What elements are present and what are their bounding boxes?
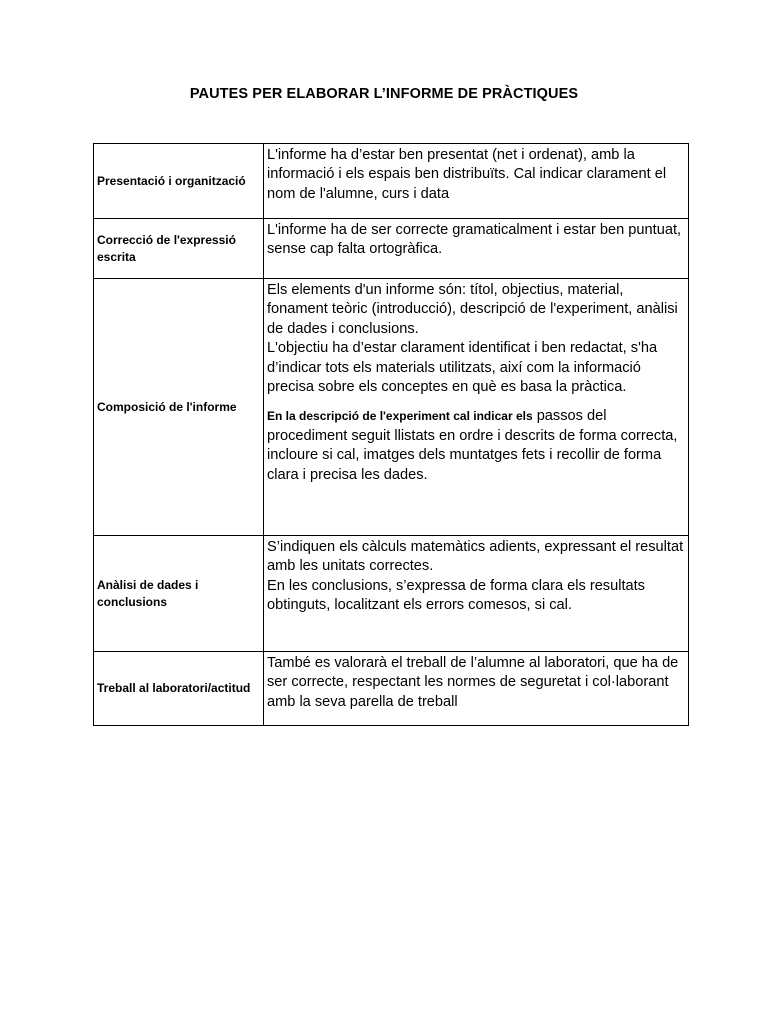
criterion-cell: Composició de l'informe (94, 279, 264, 536)
description-text: L'informe ha d’estar ben presentat (net i ordenat), amb la informació i els espais ben distribuïts. Cal indicar clarament el nom de l'alumne, curs i data (267, 147, 667, 202)
description-paragraph (267, 407, 685, 485)
description-paragraph: En les conclusions, s’expressa de forma clara els resultats obtinguts, localitzant els errors comesos, si cal. (267, 577, 645, 614)
criterion-cell: Anàlisi de dades i conclusions (94, 536, 264, 652)
description-cell (264, 652, 689, 726)
description-cell (264, 144, 689, 219)
description-cell (264, 536, 689, 652)
description-paragraph: L'objectiu ha d’estar clarament identificat i ben redactat, s'ha d’indicar tots els materials utilitzats, així com la informació precisa sobre els conceptes en què es basa la pràctica. (267, 340, 658, 396)
description-paragraph: Els elements d'un informe són: títol, objectius, material, fonament teòric (introducció), descripció de l'experiment, anàlisi de dades i conclusions. (267, 282, 678, 337)
description-paragraph: S’indiquen els càlculs matemàtics adients, expressant el resultat amb les unitats correctes. (267, 539, 684, 575)
bold-lead-text: En la descripció de l'experiment cal indicar els (267, 409, 533, 424)
table-row (94, 144, 689, 219)
table-row (94, 279, 689, 536)
rubric-table (93, 143, 689, 726)
criterion-cell: Presentació i organització (94, 144, 264, 219)
table-row (94, 219, 689, 279)
description-cell (264, 219, 689, 279)
description-text: També es valorarà el treball de l’alumne al laboratori, que ha de ser correcte, respectant les normes de seguretat i col·laborant amb la seva parella de treball (267, 655, 679, 710)
table-row (94, 652, 689, 726)
criterion-cell: Correcció de l'expressió escrita (94, 219, 264, 279)
criterion-cell: Treball al laboratori/actitud (94, 652, 264, 726)
paragraph-rest-text: passos del procediment seguit llistats en ordre i descrits de forma correcta, incloure si cal, imatges dels muntatges fets i recollir de forma clara i precisa les dades. (267, 408, 678, 483)
description-text: L'informe ha de ser correcte gramaticalment i estar ben puntuat, sense cap falta ortogràfica. (267, 222, 682, 258)
page-title: PAUTES PER ELABORAR L’INFORME DE PRÀCTIQUES (189, 86, 579, 102)
table-row (94, 536, 689, 652)
description-cell (264, 279, 689, 536)
